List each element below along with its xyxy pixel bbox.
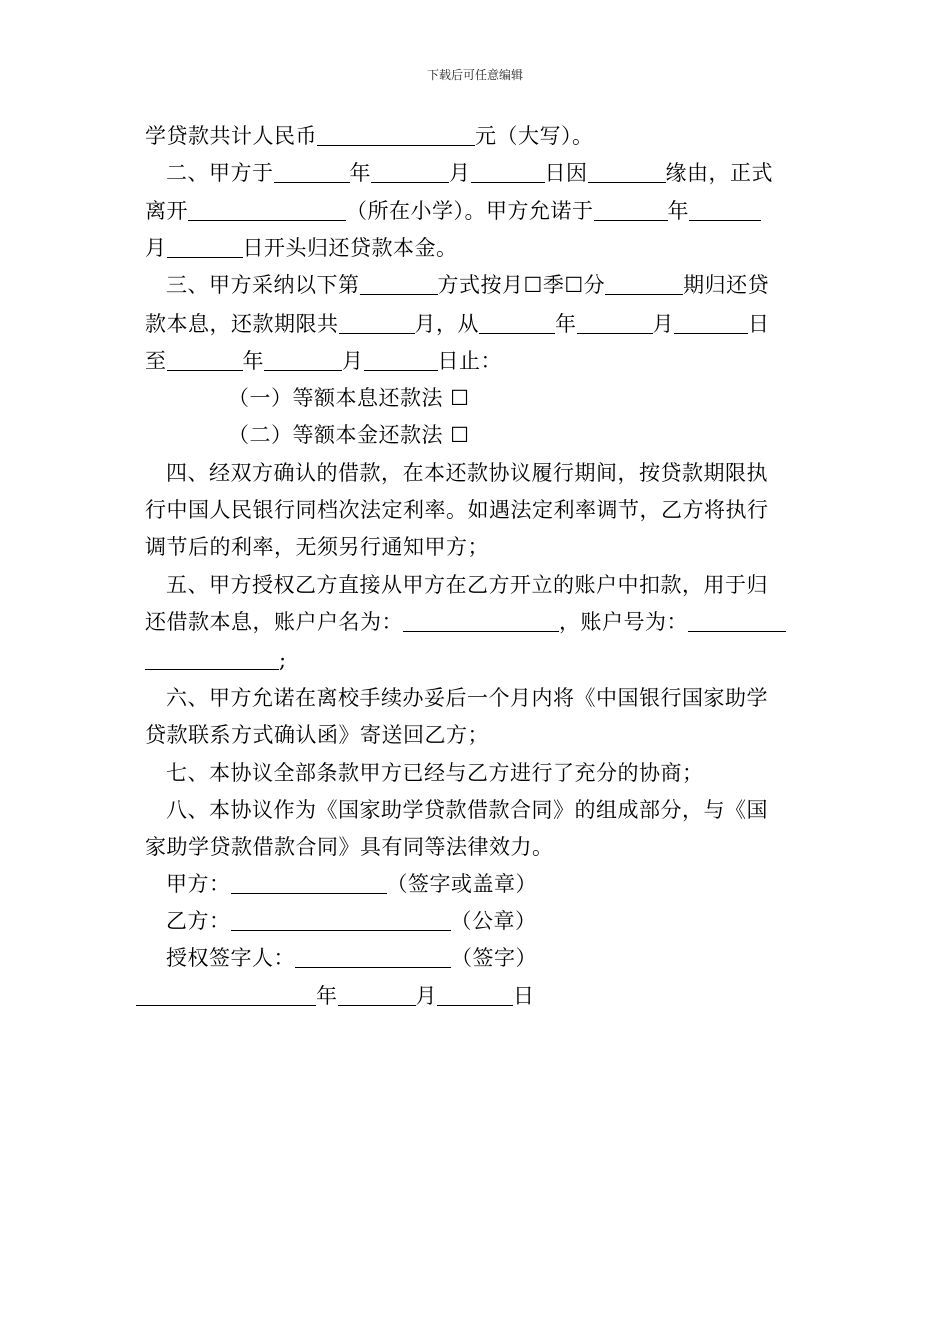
blank-field [577,309,653,334]
blank-field [360,270,438,295]
blank-field [674,309,748,334]
clause-4-line-3: 调节后的利率，无须另行通知甲方； [145,535,489,559]
clause-7-line: 七、本协议全部条款甲方已经与乙方进行了充分的协商； [166,761,704,785]
blank-field [437,981,513,1006]
clause-6-line-1: 六、甲方允诺在离校手续办妥后一个月内将《中国银行国家助学 [166,686,768,710]
loan-total-line: 学贷款共计人民币 元（大写）。 [145,118,594,154]
blank-field [471,158,545,183]
page-header: 下载后可任意编辑 [426,68,523,82]
date-line: 年 月 日 [136,978,535,1014]
clause-5-line-1: 五、甲方授权乙方直接从甲方在乙方开立的账户中扣款，用于归 [166,573,768,597]
blank-field [371,158,449,183]
party-b-signature-line: 乙方： （公章） [166,903,537,939]
blank-field [167,346,243,371]
clause-2-line-3: 月 日开头归还贷款本金。 [145,230,458,266]
clause-4-line-2: 行中国人民银行同档次法定利率。如遇法定利率调节，乙方将执行 [145,498,769,522]
clause-8-line-2: 家助学贷款借款合同》具有同等法律效力。 [145,835,554,859]
blank-field [317,121,475,146]
party-a-signature-line: 甲方： （签字或盖章） [166,866,537,902]
blank-field [167,233,243,258]
option-1-line: （一）等额本息还款法 ☐ [228,386,470,410]
clause-3-line-2: 款本息，还款期限共 月，从 年 月 日 [145,306,770,342]
clause-2-line-1: 二、甲方于 年 月 日因 缘由，正式 [166,155,773,191]
blank-field [339,309,415,334]
clause-6-line-2: 贷款联系方式确认函》寄送回乙方； [145,723,489,747]
blank-field [479,309,555,334]
blank-field [231,869,387,894]
clause-2-line-2: 离开 （所在小学）。甲方允诺于 年 [145,193,761,229]
clause-5-line-2: 还借款本息，账户户名为： ，账户号为： [145,604,786,640]
blank-field [338,981,416,1006]
authorized-signer-line: 授权签字人： （签字） [166,940,537,976]
blank-field [136,981,316,1006]
blank-field [264,346,342,371]
blank-field [594,196,668,221]
blank-field [231,906,451,931]
clause-3-line-3: 至 年 月 日止： [145,343,502,379]
clause-5-line-3: ; [145,642,287,678]
blank-field [605,270,683,295]
blank-field [274,158,350,183]
clause-4-line-1: 四、经双方确认的借款，在本还款协议履行期间，按贷款期限执 [166,461,768,485]
blank-field [688,607,786,632]
blank-field [403,607,559,632]
clause-8-line-1: 八、本协议作为《国家助学贷款借款合同》的组成部分，与《国 [166,798,768,822]
clause-3-line-1: 三、甲方采纳以下第 方式按月☐季☐分 期归还贷 [166,267,769,303]
option-2-line: （二）等额本金还款法 ☐ [228,423,470,447]
blank-field [689,196,761,221]
blank-field [364,346,438,371]
blank-field [188,196,346,221]
blank-field [588,158,666,183]
blank-field [145,645,279,670]
blank-field [295,943,451,968]
